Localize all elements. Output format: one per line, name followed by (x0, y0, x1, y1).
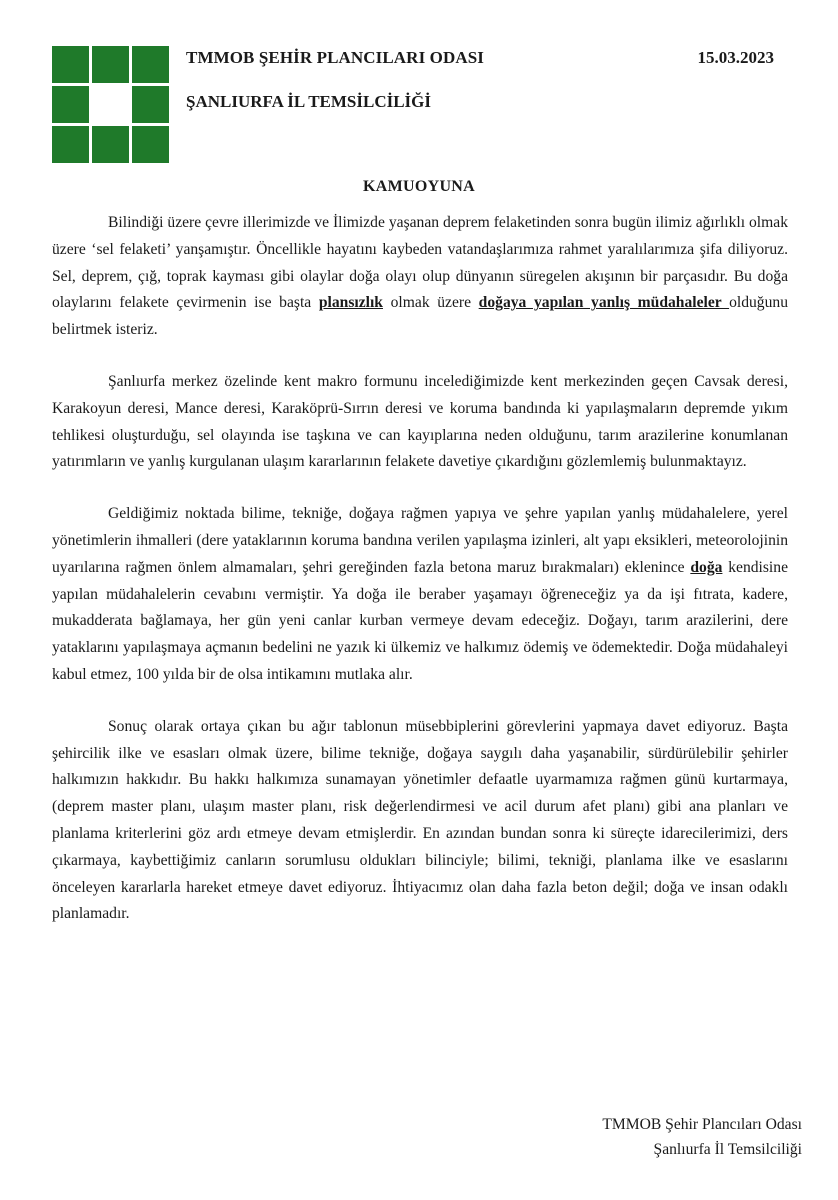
paragraph-1-text-c: olduğunu belirtmek isteriz. (52, 294, 788, 339)
organization-logo (52, 46, 169, 163)
emphasis-yanlis-mudahaleler: doğaya yapılan yanlış müdahaleler (478, 294, 730, 312)
logo-square (132, 86, 169, 123)
paragraph-3-text-a: Geldiğimiz noktada bilime, tekniğe, doğaya rağmen yapıya ve şehre yapılan yanlış müdahalelere, yerel yönetimlerin ihmalleri (dere yataklarının koruma bandına verilen yapılaşma izinleri, alt yapı eksikleri, meteorolojinin uyarılarına rağmen önlem almamaları, şehri gereğinden fazla betona maruz bırakmaları) eklenince (52, 505, 788, 576)
logo-square (92, 126, 129, 163)
paragraph-3 (52, 501, 788, 689)
document-title: KAMUOYUNA (362, 178, 476, 195)
signature-organization: TMMOB Şehir Plancıları Odası (602, 1116, 802, 1133)
logo-center-blank (92, 86, 129, 123)
signature-block (602, 1112, 802, 1162)
organization-branch: ŞANLIURFA İL TEMSİLCİLİĞİ (186, 92, 432, 111)
logo-square (52, 126, 89, 163)
paragraph-1 (52, 210, 788, 344)
logo-square (132, 46, 169, 83)
logo-square (92, 46, 129, 83)
paragraph-3-text-b: kendisine yapılan müdahalelerin cevabını vermiştir. Ya doğa ile beraber yaşamayı öğreneceğiz ya da işi fıtrata, kadere, mukadderata bağlamaya, her gün yeni canlar kurban vermeye devam edeceğiz. Doğayı, tarım arazilerini, dere yataklarını yapılaşmaya açmanın bedelini ne yazık ki ülkemiz ve halkımız ödemiş ve ödemektedir. Doğa müdahaleyi kabul etmez, 100 yılda bir de olsa intikamını mutlaka alır. (52, 558, 788, 683)
document-body (52, 210, 788, 953)
paragraph-2: Şanlıurfa merkez özelinde kent makro formunu incelediğimizde kent merkezinden geçen Cavsak deresi, Karakoyun deresi, Mance deresi, Karaköprü-Sırrın deresi ve koruma bandında ki yapılaşmaların depremde yıkım tehlikesi oluşturduğu, sel olayında ise taşkına ve can kayıplarına neden olduğunu, tarım arazilerine konumlanan yatırımların ve yanlış kurgulanan ulaşım kararlarının felakete davetiye çıkardığını gözlemlemiş bulunmaktayız. (52, 372, 788, 471)
paragraph-4: Sonuç olarak ortaya çıkan bu ağır tablonun müsebbiplerini görevlerini yapmaya davet ediyoruz. Başta şehircilik ilke ve esasları olmak üzere, bilime tekniğe, doğaya saygılı daha yaşanabilir, sürdürülebilir şehirler halkımızın hakkıdır. Bu hakkı halkımıza sunamayan yönetimler defaatle uyarmamıza rağmen günü kurtarmaya, (deprem master planı, ulaşım master planı, risk değerlendirmesi ve acil durum afet planı) gibi ana planları ve planlama kriterlerini göz ardı etmeye devam etmişlerdir. En azından bundan sonra ki süreçte idarecilerimizi, ders çıkarmaya, kaybettiğimiz canların sorumlusu oldukları bilinciyle; bilimi, tekniği, planlama ilke ve esaslarını önceleyen kararlarla hareket etmeye davet ediyoruz. İhtiyacımız olan daha fazla beton değil; doğa ve insan odaklı planlamadır. (52, 717, 788, 923)
paragraph-1-text-b: olmak üzere (382, 294, 479, 312)
emphasis-plansizlik: plansızlık (318, 294, 383, 312)
document-date: 15.03.2023 (697, 48, 774, 67)
organization-name: TMMOB ŞEHİR PLANCILARI ODASI (186, 48, 484, 67)
logo-square (132, 126, 169, 163)
logo-square (52, 46, 89, 83)
paragraph-1-text-a: Bilindiği üzere çevre illerimizde ve İlimizde yaşanan deprem felaketinden sonra bugün ilimiz ağırlıklı olmak üzere ‘sel felaketi’ yanşamıştır. Öncellikle hayatını kaybeden vatandaşlarımıza rahmet yaralılarımıza şifa diliyoruz. Sel, deprem, çığ, toprak kayması gibi olaylar doğa olayı olup dünyanın süregelen akışının bir parçasıdır. Bu doğa olaylarını felakete çevirmenin ise başta (52, 214, 788, 312)
signature-branch: Şanlıurfa İl Temsilciliği (653, 1141, 802, 1158)
emphasis-doga: doğa (690, 558, 723, 576)
logo-square (52, 86, 89, 123)
